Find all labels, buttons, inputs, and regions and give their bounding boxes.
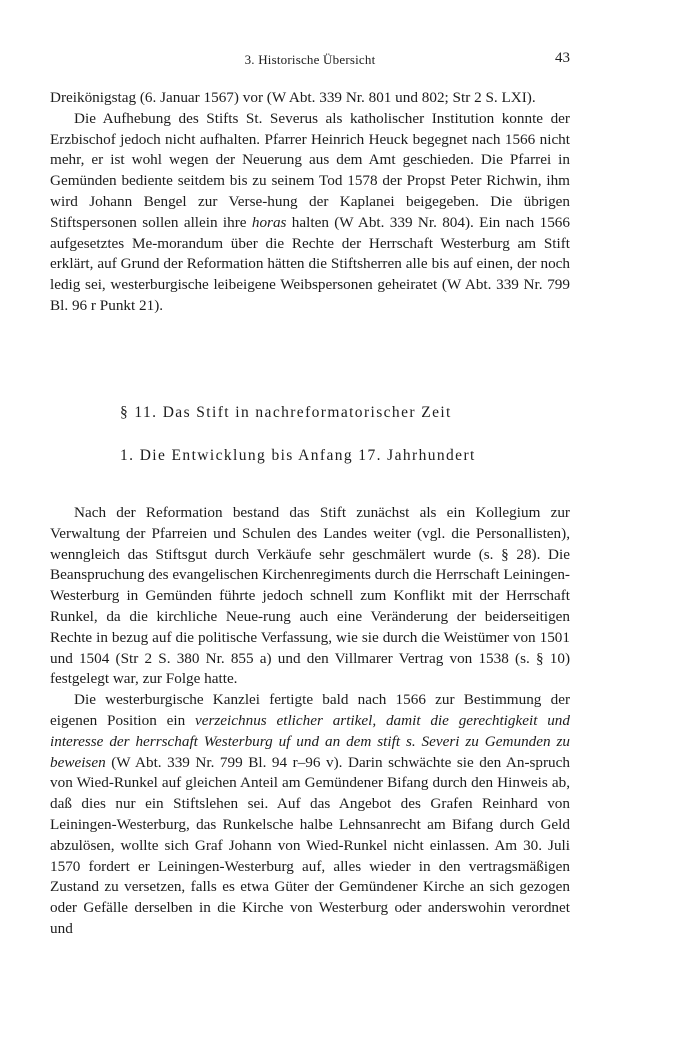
paragraph: [50, 690, 570, 940]
italic-quote: verzeichnus etlicher artikel, damit die gerechtigkeit und interesse der herrschaft Westerburg uf und an dem stift s. Severi zu Gemunden zu beweisen: [50, 711, 570, 771]
text-run: halten (W Abt. 339 Nr. 804). Ein nach 1566 aufgesetztes Me-morandum über die Rechte der Herrschaft Westerburg am Stift erklärt, auf Grund der Reformation hätten die Stiftsherren alle bis auf einen, der noch ledig sei, westerburgische leibeigene Weibspersonen geheiratet (W Abt. 339 Nr. 799 Bl. 96 r Punkt 21).: [50, 213, 570, 314]
paragraph: [50, 503, 570, 690]
italic-quote: horas: [251, 213, 287, 231]
text-block-bottom: [50, 503, 570, 940]
text-run: (W Abt. 339 Nr. 799 Bl. 94 r–96 v). Darin schwächte sie den An-spruch von Wied-Runkel auf gleichen Anteil am Gemündener Bifang durch den Hinweis ab, daß dies nur ein Stiftslehen sei. Auf das Angebot des Grafen Reinhard von Leiningen-Westerburg, das Runkelsche halbe Lehnsanrecht am Bifang durch Geld abzulösen, wollte sich Graf Johann von Wied-Runkel nicht einlassen. Am 30. Juli 1570 fordert er Leiningen-Westerburg auf, alles wieder in den vertragsmäßigen Zustand zu versetzen, falls es etwa Güter der Gemündener Kirche an sich gezogen oder Gefälle derselben in die Kirche von Westerburg oder anderswohin verordnet und: [50, 753, 570, 937]
text-block-top: [50, 88, 570, 317]
text-run: Dreikönigstag (6. Januar 1567) vor (W Abt. 339 Nr. 801 und 802; Str 2 S. LXI).: [50, 89, 536, 106]
paragraph: [50, 109, 570, 317]
text-run: Die westerburgische Kanzlei fertigte bald nach 1566 zur Bestimmung der eigenen Position ein: [50, 691, 570, 729]
page-number: 43: [555, 50, 570, 66]
text-run: Nach der Reformation bestand das Stift zunächst als ein Kollegium zur Verwaltung der Pfarreien und Schulen des Landes weiter (vgl. die Personallisten), wenngleich das Stiftsgut durch Verkäufe sehr geschmälert wurde (s. § 28). Die Beanspruchung des evangelischen Kirchenregiments durch die Herrschaft Leiningen-Westerburg in Gemünden führte jedoch schnell zum Konflikt mit der Herrschaft Runkel, da die kirchliche Neue-rung auch eine Veränderung der beiderseitigen Rechte in bezug auf die politische Verfassung, wie sie durch die Weistümer von 1501 und 1504 (Str 2 S. 380 Nr. 855 a) und den Villmarer Vertrag von 1538 (s. § 10) festgelegt war, zur Folge hatte.: [50, 504, 570, 688]
running-head: 3. Historische Übersicht: [244, 52, 376, 67]
text-run: Die Aufhebung des Stifts St. Severus als katholischer Institution konnte der Erzbischof jedoch nicht aufhalten. Pfarrer Heinrich Heuck begegnet nach 1566 nicht mehr, er ist wohl wegen der Neuerung aus dem Amt geschieden. Die Pfarrei in Gemünden bediente seitdem bis zu seinem Tod 1578 der Propst Peter Richwin, ihm wird Johann Bengel zur Verse-hung der Kaplanei beigegeben. Die übrigen Stiftspersonen sollen allein ihre: [50, 109, 570, 231]
section-heading: § 11. Das Stift in nachreformatorischer Zeit: [120, 404, 452, 421]
paragraph: [50, 88, 570, 109]
subsection-heading: 1. Die Entwicklung bis Anfang 17. Jahrhundert: [120, 447, 476, 464]
